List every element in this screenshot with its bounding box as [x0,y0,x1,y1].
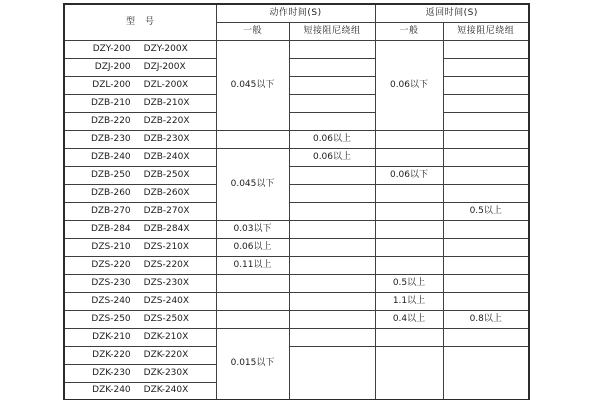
model-name: DZB-240 [90,151,131,162]
header-return-general: 一般 [375,22,443,40]
model-name-x: DZB-270X [143,205,190,216]
table-row [64,202,529,220]
model-name: DZB-284 [90,223,131,234]
empty-cell [443,94,529,112]
table-row [64,112,529,130]
model-name: DZJ-200 [94,61,131,72]
value-cell: 0.06以上 [216,238,289,256]
table-row [64,148,529,166]
model-name: DZK-230 [92,367,131,378]
empty-cell [289,76,375,94]
model-name-x: DZK-210X [143,331,189,342]
empty-cell [289,256,375,274]
empty-cell [443,112,529,130]
relay-timing-table [63,3,530,400]
model-cell [64,184,216,202]
empty-cell [443,76,529,94]
model-cell [64,292,216,310]
model-name-x: DZK-230X [143,367,189,378]
empty-cell [289,40,375,58]
value-cell: 0.06以下 [375,166,443,184]
table-row [64,346,529,364]
table-row [64,256,529,274]
model-name-x: DZY-200X [143,43,188,54]
table-row [64,292,529,310]
empty-cell [289,292,375,310]
table-row [64,76,529,94]
empty-cell [443,238,529,256]
table-row [64,328,529,346]
model-name: DZK-210 [92,331,131,342]
model-cell [64,238,216,256]
empty-cell [443,40,529,58]
empty-cell [443,328,529,346]
table-row [64,40,529,58]
value-cell: 0.5以上 [375,274,443,292]
empty-cell [216,130,289,148]
header-row-1 [64,4,529,22]
model-name-x: DZL-200X [143,79,189,90]
model-cell [64,346,216,364]
empty-cell [375,346,443,400]
value-cell: 0.06以上 [289,130,375,148]
model-cell [64,40,216,58]
empty-cell [289,94,375,112]
model-name-x: DZJ-200X [143,61,186,72]
model-cell [64,202,216,220]
empty-cell [375,148,443,166]
empty-cell [289,310,375,328]
model-name: DZB-220 [90,115,131,126]
value-cell: 0.06以下 [375,40,443,130]
empty-cell [289,220,375,238]
model-name: DZS-240 [91,295,131,306]
table-row [64,58,529,76]
model-cell [64,94,216,112]
table-row [64,94,529,112]
model-cell [64,76,216,94]
model-name-x: DZS-220X [143,259,190,270]
model-name-x: DZB-240X [143,151,190,162]
model-cell [64,148,216,166]
value-cell: 0.045以下 [216,148,289,220]
model-cell [64,220,216,238]
empty-cell [216,274,289,292]
empty-cell [443,130,529,148]
table-row [64,220,529,238]
model-name: DZL-200 [92,79,131,90]
empty-cell [289,202,375,220]
model-name-x: DZB-220X [143,115,190,126]
table-row [64,238,529,256]
model-name: DZB-230 [90,133,131,144]
empty-cell [443,148,529,166]
model-cell [64,112,216,130]
empty-cell [216,310,289,328]
empty-cell [443,274,529,292]
empty-cell [289,328,375,346]
empty-cell [375,328,443,346]
value-cell: 0.03以下 [216,220,289,238]
model-name-x: DZB-284X [143,223,190,234]
model-name-x: DZB-230X [143,133,190,144]
model-name-x: DZS-230X [143,277,190,288]
empty-cell [443,292,529,310]
empty-cell [289,58,375,76]
model-cell [64,130,216,148]
empty-cell [289,112,375,130]
empty-cell [289,346,375,400]
header-action-general: 一般 [216,22,289,40]
empty-cell [216,292,289,310]
model-cell [64,382,216,400]
model-name: DZB-260 [90,187,131,198]
value-cell: 0.5以上 [443,202,529,220]
value-cell: 0.8以上 [443,310,529,328]
header-model: 型 号 [64,4,216,40]
model-name: DZK-240 [92,385,131,396]
model-cell [64,58,216,76]
empty-cell [289,166,375,184]
table-row [64,310,529,328]
model-name: DZB-210 [90,97,131,108]
model-name-x: DZS-250X [143,313,190,324]
model-name-x: DZS-240X [143,295,190,306]
table-row [64,274,529,292]
empty-cell [443,220,529,238]
model-name: DZK-220 [92,349,131,360]
table-row [64,166,529,184]
model-cell [64,364,216,382]
empty-cell [443,166,529,184]
table-row [64,130,529,148]
value-cell: 0.11以上 [216,256,289,274]
empty-cell [443,184,529,202]
empty-cell [375,238,443,256]
header-return-time: 返回时间(S) [375,4,529,22]
model-name: DZY-200 [92,43,131,54]
value-cell: 0.045以下 [216,40,289,130]
empty-cell [443,346,529,400]
model-name: DZS-230 [91,277,131,288]
model-name-x: DZS-210X [143,241,190,252]
value-cell: 0.015以下 [216,328,289,400]
header-action-time: 动作时间(S) [216,4,375,22]
empty-cell [443,256,529,274]
empty-cell [375,130,443,148]
model-cell [64,310,216,328]
model-name: DZS-220 [91,259,131,270]
model-name: DZS-250 [91,313,131,324]
model-name-x: DZK-220X [143,349,189,360]
empty-cell [375,220,443,238]
model-name: DZB-250 [90,169,131,180]
empty-cell [375,184,443,202]
value-cell: 1.1以上 [375,292,443,310]
model-cell [64,166,216,184]
model-name: DZS-210 [91,241,131,252]
header-return-damping: 短接阻尼绕组 [443,22,529,40]
header-action-damping: 短接阻尼绕组 [289,22,375,40]
model-cell [64,256,216,274]
table-row [64,184,529,202]
model-name: DZB-270 [90,205,131,216]
empty-cell [375,256,443,274]
model-name-x: DZB-260X [143,187,190,198]
empty-cell [375,202,443,220]
model-cell [64,274,216,292]
empty-cell [289,274,375,292]
model-name-x: DZK-240X [143,385,189,396]
model-name-x: DZB-250X [143,169,190,180]
model-cell [64,328,216,346]
value-cell: 0.06以上 [289,148,375,166]
empty-cell [289,238,375,256]
value-cell: 0.4以上 [375,310,443,328]
empty-cell [289,184,375,202]
model-name-x: DZB-210X [143,97,190,108]
empty-cell [443,58,529,76]
